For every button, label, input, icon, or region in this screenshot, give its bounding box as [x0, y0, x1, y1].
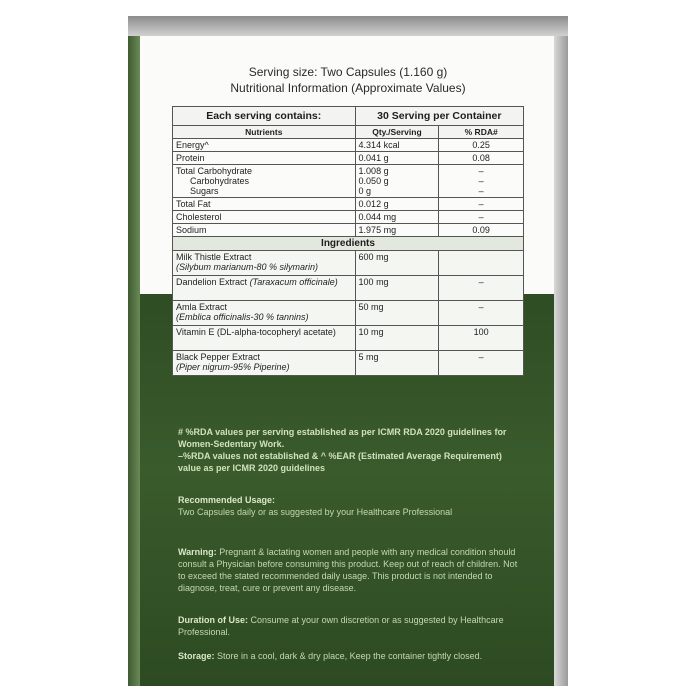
col-qty: Qty./Serving: [355, 126, 439, 139]
nutrient-qty: 0.012 g: [355, 198, 439, 211]
nutrient-name: Cholesterol: [173, 211, 356, 224]
ingredient-latin: (Silybum marianum-80 % silymarin): [176, 262, 319, 272]
usage-text: Two Capsules daily or as suggested by your Healthcare Professional: [178, 507, 453, 517]
ingredient-cell: [173, 251, 356, 276]
duration-section: [178, 614, 518, 638]
rda-note-1: # %RDA values per serving established as per ICMR RDA 2020 guidelines for Women-Sedentary Work.: [178, 427, 507, 449]
ingredient-qty: 600 mg: [355, 251, 439, 276]
nutrient-qty: 0 g: [358, 186, 372, 196]
nutrient-rda: –: [439, 198, 524, 211]
ingredient-rda: –: [439, 351, 524, 376]
ingredient-cell: [173, 351, 356, 376]
box-left-side: [128, 36, 140, 686]
header-each-serving: Each serving contains:: [173, 107, 356, 126]
nutrient-rda-group: [439, 165, 524, 198]
nutrient-qty: 4.314 kcal: [355, 139, 439, 152]
nutrient-qty: 0.050 g: [358, 176, 389, 186]
table-row: [173, 301, 524, 326]
nutrition-table: [172, 106, 524, 376]
warning-title: Warning:: [178, 547, 217, 557]
table-row: [173, 139, 524, 152]
table-row: [173, 165, 524, 198]
nutrient-qty: 1.975 mg: [355, 224, 439, 237]
ingredient-qty: 10 mg: [355, 326, 439, 351]
nutrient-name: Energy^: [173, 139, 356, 152]
table-row: [173, 326, 524, 351]
nutrient-group: [173, 165, 356, 198]
table-row: [173, 276, 524, 301]
ingredient-latin: (Emblica officinalis-30 % tannins): [176, 312, 309, 322]
nutrient-rda: –: [478, 166, 484, 176]
storage-text: Store in a cool, dark & dry place, Keep the container tightly closed.: [217, 651, 483, 661]
ingredients-header-row: [173, 237, 524, 251]
ingredient-name: Vitamin E (DL-alpha-tocopheryl acetate): [173, 326, 356, 351]
table-column-row: [173, 126, 524, 139]
duration-text: Consume at your own discretion or as suggested by Healthcare Professional.: [178, 615, 504, 637]
ingredient-latin: (Taraxacum officinale): [249, 277, 338, 287]
box-top-edge: [128, 16, 568, 38]
warning-text: Pregnant & lactating women and people with any medical condition should consult a Physician before consuming this product. Keep out of reach of children. Not to exceed the stated recommended daily usage. This product is not intended to diagnose, treat, cure or prevent any disease.: [178, 547, 518, 593]
warning-section: [178, 546, 518, 594]
rda-note-2: –%RDA values not established & ^ %EAR (Estimated Average Requirement) value as per ICMR 2020 guidelines: [178, 451, 502, 473]
nutrient-rda: –: [478, 186, 484, 196]
serving-info: [158, 64, 538, 96]
nutrient-rda: –: [478, 176, 484, 186]
col-rda: % RDA#: [439, 126, 524, 139]
ingredient-qty: 100 mg: [355, 276, 439, 301]
nutrient-name: Protein: [173, 152, 356, 165]
table-row: [173, 224, 524, 237]
nutrition-subtitle: Nutritional Information (Approximate Values): [230, 81, 466, 95]
nutrient-qty: 0.044 mg: [355, 211, 439, 224]
nutrient-qty: 1.008 g: [358, 166, 389, 176]
ingredient-name: Amla Extract: [176, 302, 228, 312]
nutrient-name: Total Fat: [173, 198, 356, 211]
table-row: [173, 351, 524, 376]
storage-title: Storage:: [178, 651, 215, 661]
ingredient-latin: (Piper nigrum-95% Piperine): [176, 362, 290, 372]
table-row: [173, 251, 524, 276]
nutrient-name: Sodium: [173, 224, 356, 237]
ingredients-header: Ingredients: [173, 237, 524, 251]
usage-title: Recommended Usage:: [178, 495, 276, 505]
ingredient-name: Black Pepper Extract: [176, 352, 261, 362]
table-header-row: [173, 107, 524, 126]
ingredient-rda: [439, 251, 524, 276]
nutrient-rda: 0.08: [439, 152, 524, 165]
ingredient-rda: –: [439, 301, 524, 326]
storage-section: [178, 650, 518, 662]
serving-size: Serving size: Two Capsules (1.160 g): [248, 65, 448, 79]
ingredient-rda: –: [439, 276, 524, 301]
nutrient-rda: 0.25: [439, 139, 524, 152]
ingredient-name: Milk Thistle Extract: [176, 252, 252, 262]
nutrient-qty: 0.041 g: [355, 152, 439, 165]
nutrient-rda: 0.09: [439, 224, 524, 237]
ingredient-name: Dandelion Extract: [176, 277, 248, 287]
rda-notes: [178, 426, 518, 474]
nutrient-qty-group: [355, 165, 439, 198]
ingredient-cell: [173, 276, 356, 301]
table-row: [173, 152, 524, 165]
duration-title: Duration of Use:: [178, 615, 249, 625]
nutrient-name: Total Carbohydrate: [176, 166, 253, 176]
box-right-side: [554, 36, 568, 686]
nutrient-name: Sugars: [190, 186, 219, 196]
recommended-usage: [178, 494, 518, 518]
nutrient-name: Carbohydrates: [190, 176, 250, 186]
nutrient-rda: –: [439, 211, 524, 224]
ingredient-cell: [173, 301, 356, 326]
product-box: [128, 16, 568, 686]
ingredient-qty: 50 mg: [355, 301, 439, 326]
header-servings-per-container: 30 Serving per Container: [355, 107, 523, 126]
table-row: [173, 198, 524, 211]
col-nutrients: Nutrients: [173, 126, 356, 139]
ingredient-rda: 100: [439, 326, 524, 351]
ingredient-qty: 5 mg: [355, 351, 439, 376]
table-row: [173, 211, 524, 224]
